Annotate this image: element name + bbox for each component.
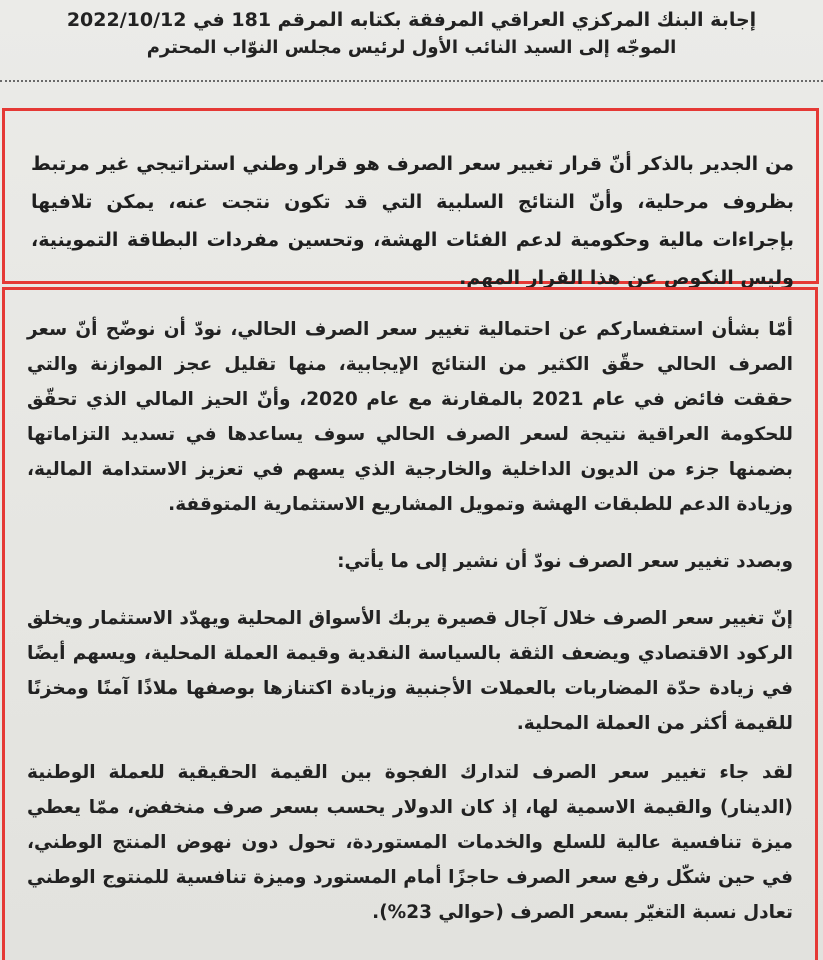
highlight-paragraph: من الجدير بالذكر أنّ قرار تغيير سعر الصرف هو قرار وطني استراتيجي غير مرتبط بظروف مرحلية، وأنّ النتائج السلبية التي قد تكون نتجت عنه، يمكن تلافيها بإجراءات مالية وحكومية لدعم الفئات الهشة، وتحسين مفردات البطاقة التموينية، وليس النكوص عن هذا القرار المهم. <box>31 153 794 289</box>
highlight-box-top <box>2 108 819 289</box>
dotted-separator <box>0 80 823 82</box>
header-title-line-2: الموجّه إلى السيد النائب الأول لرئيس مجلس النوّاب المحترم <box>146 37 677 58</box>
body-paragraph-3: لقد جاء تغيير سعر الصرف لتدارك الفجوة بين القيمة الحقيقية للعملة الوطنية (الدينار) والقيمة الاسمية لها، إذ كان الدولار يحسب بسعر صرف منخفض، ممّا يعطي ميزة تنافسية عالية للسلع والخدمات المستوردة، تحول دون نهوض المنتج الوطني، في حين شكّل رفع سعر الصرف حاجزًا أمام المستورد وميزة تنافسية للمنتوج الوطني تعادل نسبة التغيّر بسعر الصرف (حوالي 23%). <box>27 762 793 923</box>
body-paragraph-2: إنّ تغيير سعر الصرف خلال آجال قصيرة يربك الأسواق المحلية ويهدّد الاستثمار ويخلق الركود الاقتصادي ويضعف الثقة بالسياسة النقدية وقيمة العملة المحلية، ويسهم أيضًا في زيادة حدّة المضاربات بالعملات الأجنبية وزيادة اكتنازها بوصفها ملاذًا آمنًا ومخزنًا للقيمة أكثر من العملة المحلية. <box>27 608 793 734</box>
document-header <box>0 0 823 78</box>
highlight-box-main <box>2 287 818 960</box>
body-paragraph-1: أمّا بشأن استفساركم عن احتمالية تغيير سعر الصرف الحالي، نودّ أن نوضّح أنّ سعر الصرف الحالي حقّق الكثير من النتائج الإيجابية، منها تقليل عجز الموازنة والتي حققت فائض في عام 2021 بالمقارنة مع عام 2020، وأنّ الحيز المالي الذي تحقّق للحكومة العراقية نتيجة لسعر الصرف الحالي سوف يساعدها في تسديد التزاماتها بضمنها جزء من الديون الداخلية والخارجية الذي يسهم في تعزيز الاستدامة المالية، وزيادة الدعم للطبقات الهشة وتمويل المشاريع الاستثمارية المتوقفة. <box>27 319 793 515</box>
body-intro-line: وبصدد تغيير سعر الصرف نودّ أن نشير إلى ما يأتي: <box>337 551 793 572</box>
header-title-line-1: إجابة البنك المركزي العراقي المرفقة بكتابه المرقم 181 في 2022/10/12 <box>66 9 757 31</box>
